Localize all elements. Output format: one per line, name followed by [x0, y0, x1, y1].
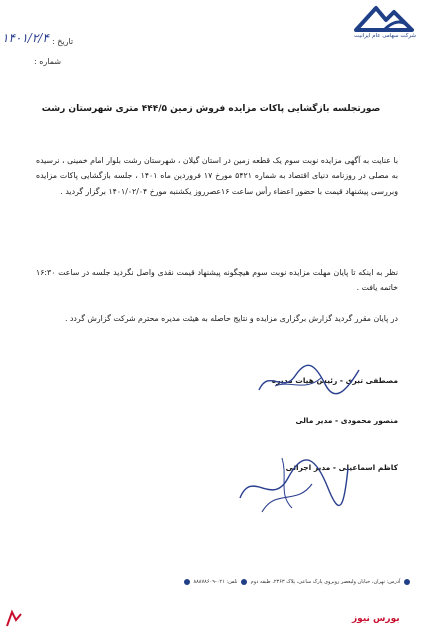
signatory-chairman: مصطفی تبری - رئیس هیات مدیره — [271, 376, 398, 385]
bullet-icon — [241, 579, 247, 585]
signature-scribble-icon — [232, 448, 352, 518]
number-label: شماره : — [34, 57, 62, 66]
signatory-executive-manager: کاظم اسماعیلی - مدیر اجرائی — [285, 463, 398, 472]
footer — [150, 579, 412, 586]
bullet-icon — [404, 579, 410, 585]
date-label: تاریخ : — [52, 37, 74, 46]
footer-address: آدرس: تهران، خیابان ولیعصر روبروی پارک ساعی، پلاک ۲۳۶۳، طبقه دوم — [250, 579, 401, 585]
company-name: شرکت سهامی عام ایرانیت — [354, 33, 416, 39]
watermark-logo-icon — [4, 608, 24, 630]
bourse-news-watermark: بورس نیوز — [352, 614, 400, 624]
bullet-icon — [184, 579, 190, 585]
signatory-finance-manager: منصور محمودی - مدیر مالی — [295, 416, 398, 425]
footer-phone: تلفن: ۰۲۱-۸۸۸۷۸۶۰۹ — [193, 579, 238, 585]
paragraph-no-bids: نظر به اینکه تا پایان مهلت مزایده نوبت سوم هیچگونه پیشنهاد قیمت نقدی واصل نگردید جلسه در ساعت ۱۶:۳۰ خاتمه یافت . — [36, 268, 398, 293]
date-value: ۱۴۰۱/۲/۴ — [2, 31, 49, 45]
paragraph-auction-announcement: با عنایت به آگهی مزایده نوبت سوم یک قطعه زمین در استان گیلان ، شهرستان رشت بلوار امام خمینی ، نرسیده به مصلی در روزنامه دنیای اقتصاد به شماره ۵۴۲۱ مورخ ۱۷ فروردین ماه ۱۴۰۱ ، جلسه بازگشایی پاکات مزایده وبررسی پیشنهاد قیمت با حضور اعضاء رأس ساعت ۱۶عصرروز یکشنبه مورخ ۱۴۰۱/۰۲/۰۴ برگزار گردید . — [36, 156, 398, 196]
paragraph-report: در پایان مقرر گردید گزارش برگزاری مزایده و نتایج حاصله به هیئت مدیره محترم شرکت گزارش گردد . — [65, 314, 398, 323]
document-title: صورتجلسه بازگشایی پاکات مزایده فروش زمین ۴۴۴/۵ متری شهرستان رشت — [41, 104, 381, 114]
